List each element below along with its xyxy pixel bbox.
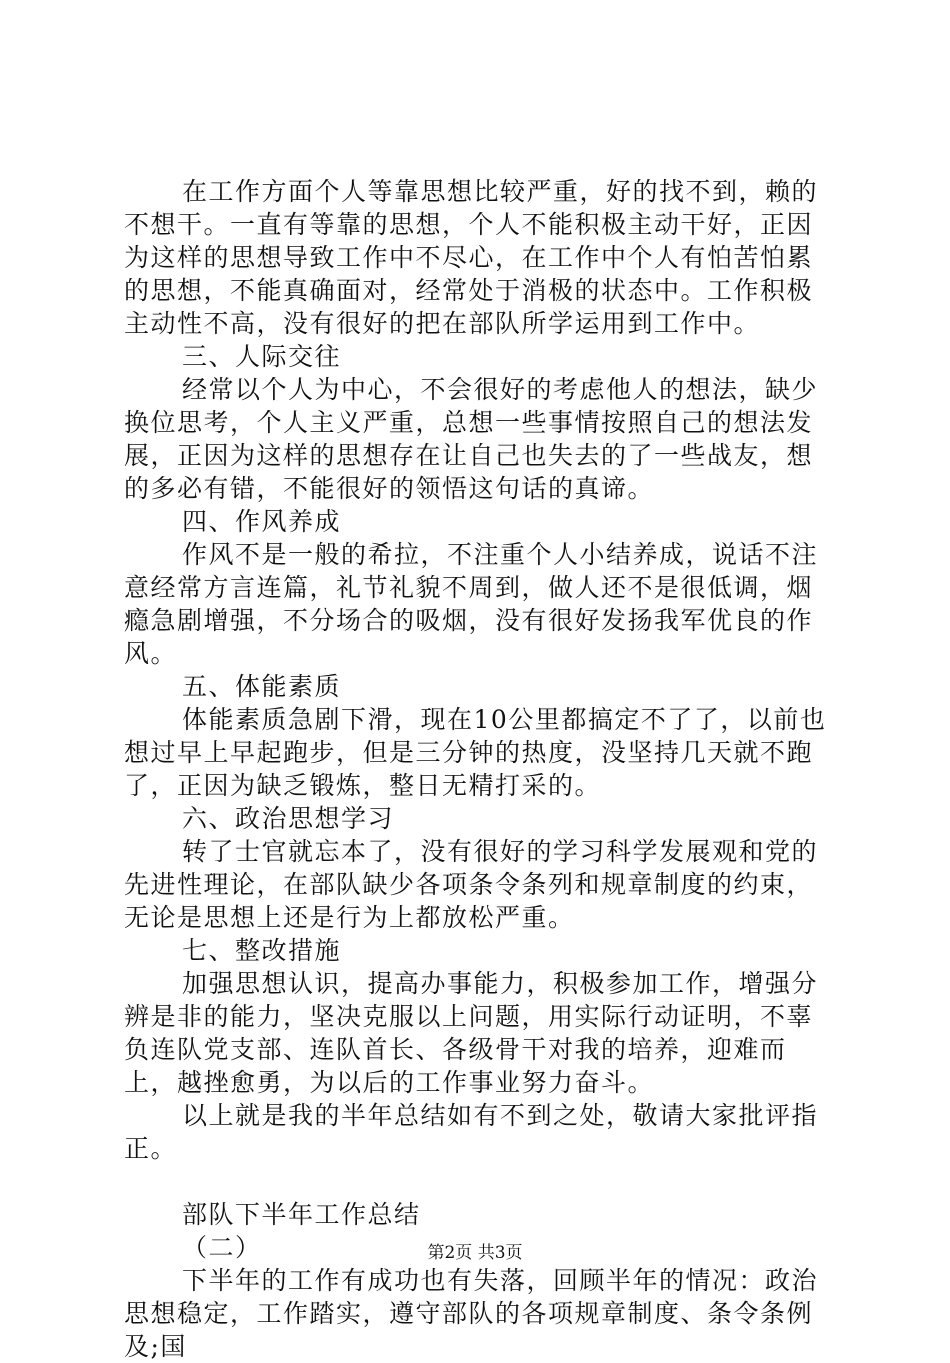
paragraph-interpersonal: 经常以个人为中心，不会很好的考虑他人的想法，缺少换位思考，个人主义严重，总想一些事情按照自己的想法发展，正因为这样的思想存在让自己也失去的了一些战友，想的多必有错，不能很好的领悟这句话的真谛。 [124,375,819,503]
heading-part-two: （二） [182,1233,262,1262]
heading-interpersonal: 三、人际交往 [182,342,342,371]
paragraph-work-attitude: 在工作方面个人等靠思想比较严重，好的找不到，赖的不想干。一直有等靠的思想，个人不能积极主动干好，正因为这样的思想导致工作中不尽心，在工作中个人有怕苦怕累的思想，不能真确面对，经常处于消极的状态中。工作积极主动性不高，没有很好的把在部队所学运用到工作中。 [124,177,819,338]
document-body [124,175,836,1363]
paragraph-rectification: 加强思想认识，提高办事能力，积极参加工作，增强分辨是非的能力，坚决克服以上问题，用实际行动证明，不辜负连队党支部、连队首长、各级骨干对我的培养，迎难而上，越挫愈勇，为以后的工作事业努力奋斗。 [124,969,819,1097]
paragraph-second-half-intro: 下半年的工作有成功也有失落，回顾半年的情况：政治思想稳定，工作踏实，遵守部队的各项规章制度、条令条例及;国 [124,1266,819,1361]
paragraph-fitness: 体能素质急剧下滑，现在10公里都搞定不了了，以前也想过早上早起跑步，但是三分钟的热度，没坚持几天就不跑了，正因为缺乏锻炼，整日无精打采的。 [124,705,827,800]
section-gap [124,1165,836,1198]
paragraph-conduct: 作风不是一般的希拉，不注重个人小结养成，说话不注意经常方言连篇，礼节礼貌不周到，做人还不是很低调，烟瘾急剧增强，不分场合的吸烟，没有很好发扬我军优良的作风。 [124,540,819,668]
paragraph-closing: 以上就是我的半年总结如有不到之处，敬请大家批评指正。 [124,1101,819,1163]
heading-rectification: 七、整改措施 [182,936,342,965]
heading-second-half-summary: 部队下半年工作总结 [182,1200,421,1229]
paragraph-political-study: 转了士官就忘本了，没有很好的学习科学发展观和党的先进性理论，在部队缺少各项条令条列和规章制度的约束，无论是思想上还是行为上都放松严重。 [124,837,819,932]
page-number-footer: 第2页 共3页 [427,1243,523,1263]
heading-fitness: 五、体能素质 [182,672,342,701]
heading-conduct: 四、作风养成 [182,507,342,536]
heading-political-study: 六、政治思想学习 [182,804,395,833]
